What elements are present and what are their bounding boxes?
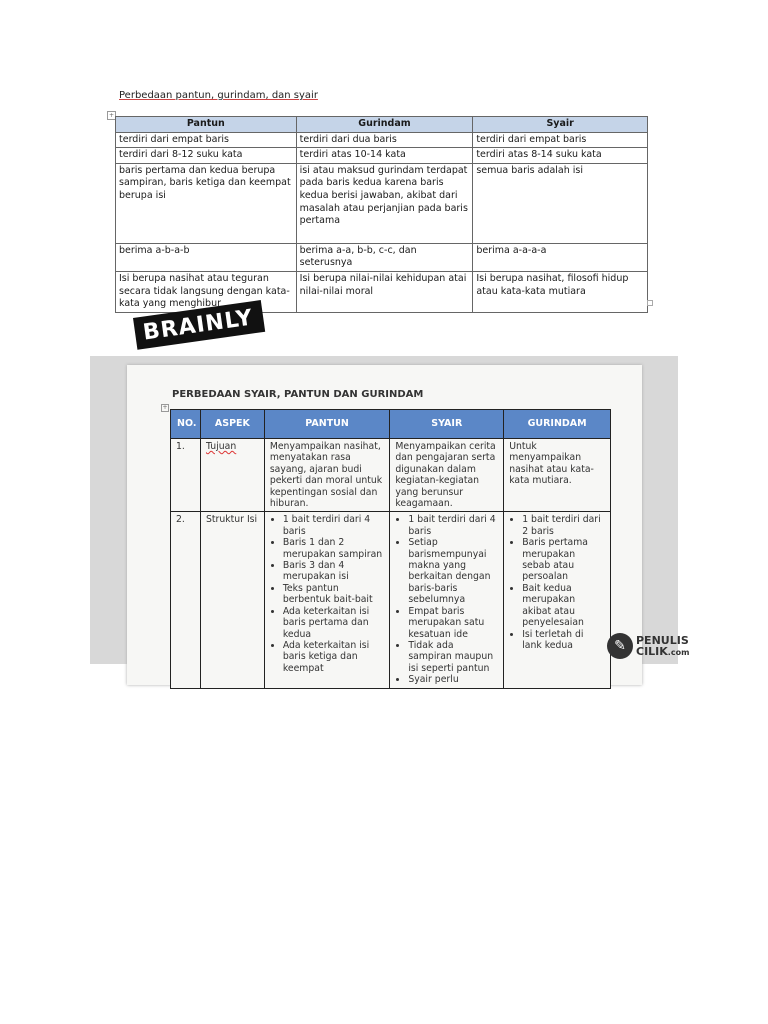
table-cell: terdiri atas 10-14 kata: [296, 148, 473, 164]
list-item: • 1 bait terdiri dari 4 baris: [408, 514, 498, 537]
table-header-row: [116, 117, 648, 133]
list-item: • Baris 1 dan 2 merupakan sampiran: [283, 537, 385, 560]
list-item: • Teks pantun berbentuk bait-bait: [283, 583, 385, 606]
cell-pantun: [264, 512, 390, 688]
table-row: [116, 163, 648, 243]
penulis-cilik-watermark: [607, 633, 689, 659]
table-cell: berima a-a, b-b, c-c, dan seterusnya: [296, 243, 473, 271]
comparison-table-2: [170, 409, 611, 689]
table-cell: terdiri dari 8-12 suku kata: [116, 148, 297, 164]
list-item: • Empat baris merupakan satu kesatuan ide: [408, 606, 498, 640]
table-move-handle-icon: +: [162, 404, 168, 411]
table-cell: semua baris adalah isi: [473, 163, 648, 243]
table-cell: Isi berupa nilai-nilai kehidupan atai nilai-nilai moral: [296, 271, 473, 312]
list-item: • 1 bait terdiri dari 2 baris: [522, 514, 605, 537]
watermark-line2: CILIK: [636, 644, 668, 658]
doc2-title: PERBEDAAN SYAIR, PANTUN DAN GURINDAM: [172, 389, 424, 400]
cell-syair: [390, 512, 504, 688]
cell-gurindam: Untuk menyampaikan nasihat atau kata-kata mutiara.: [504, 439, 611, 512]
list-item: • Ada keterkaitan isi baris ketiga dan keempat: [283, 640, 385, 674]
watermark-line1: PENULIS: [636, 633, 689, 647]
list-item: • 1 bait terdiri dari 4 baris: [283, 514, 385, 537]
list-item: • Setiap barismempunyai makna yang berkaitan dengan baris-baris sebelumnya: [408, 537, 498, 605]
table-row: [116, 132, 648, 148]
cell-pantun: Menyampaikan nasihat, menyatakan rasa sayang, ajaran budi pekerti dan moral untuk kepentingan sosial dan hiburan.: [264, 439, 390, 512]
list-item: • Tidak ada sampiran maupun isi seperti pantun: [408, 640, 498, 674]
brainly-logo: BRAINLY: [133, 300, 265, 350]
table-cell: isi atau maksud gurindam terdapat pada baris kedua karena baris kedua berisi jawaban, akibat dari masalah atau perjanjian pada baris pertama: [296, 163, 473, 243]
table-cell: berima a-a-a-a: [473, 243, 648, 271]
header-syair: SYAIR: [390, 410, 504, 439]
table-cell: Isi berupa nasihat atau teguran secara tidak langsung dengan kata-kata yang menghibur: [116, 271, 297, 312]
list-item: • Isi terletah di lank kedua: [522, 629, 605, 652]
header-aspek: ASPEK: [200, 410, 264, 439]
document-page: [127, 365, 690, 686]
cell-no: 1.: [171, 439, 201, 512]
table-cell: baris pertama dan kedua berupa sampiran, baris ketiga dan keempat berupa isi: [116, 163, 297, 243]
doc1-title: Perbedaan pantun, gurindam, dan syair: [119, 90, 318, 101]
table-cell: terdiri atas 8-14 suku kata: [473, 148, 648, 164]
comparison-table: [115, 116, 648, 313]
header-no: NO.: [171, 410, 201, 439]
list-item: • Baris pertama merupakan sebab atau persoalan: [522, 537, 605, 583]
mascot-icon: ✎: [607, 633, 633, 659]
header-gurindam: GURINDAM: [504, 410, 611, 439]
embedded-document-photo: [90, 356, 690, 686]
cell-no: 2.: [171, 512, 201, 688]
table-row: [171, 512, 611, 688]
table-row: [171, 439, 611, 512]
table-cell: Isi berupa nasihat, filosofi hidup atau kata-kata mutiara: [473, 271, 648, 312]
table-header-row: [171, 410, 611, 439]
table-row: [116, 271, 648, 312]
table-row: [116, 243, 648, 271]
table-move-handle-icon[interactable]: +: [108, 112, 115, 119]
table-cell: terdiri dari empat baris: [116, 132, 297, 148]
header-gurindam: Gurindam: [296, 117, 473, 133]
cell-gurindam: [504, 512, 611, 688]
header-syair: Syair: [473, 117, 648, 133]
table-cell: terdiri dari empat baris: [473, 132, 648, 148]
table-cell: terdiri dari dua baris: [296, 132, 473, 148]
header-pantun: Pantun: [116, 117, 297, 133]
header-pantun: PANTUN: [264, 410, 390, 439]
watermark-suffix: .com: [667, 647, 690, 657]
table-resize-handle-icon[interactable]: [647, 300, 653, 306]
cell-aspek: Struktur Isi: [200, 512, 264, 688]
list-item: • Bait kedua merupakan akibat atau penyelesaian: [522, 583, 605, 629]
list-item: • Baris 3 dan 4 merupakan isi: [283, 560, 385, 583]
cell-aspek: Tujuan: [200, 439, 264, 512]
cell-syair: Menyampaikan cerita dan pengajaran serta digunakan dalam kegiatan-kegiatan yang berunsur keagamaan.: [390, 439, 504, 512]
list-item: • Ada keterkaitan isi baris pertama dan kedua: [283, 606, 385, 640]
table-row: [116, 148, 648, 164]
list-item: • Syair perlu: [408, 674, 498, 685]
table-cell: berima a-b-a-b: [116, 243, 297, 271]
